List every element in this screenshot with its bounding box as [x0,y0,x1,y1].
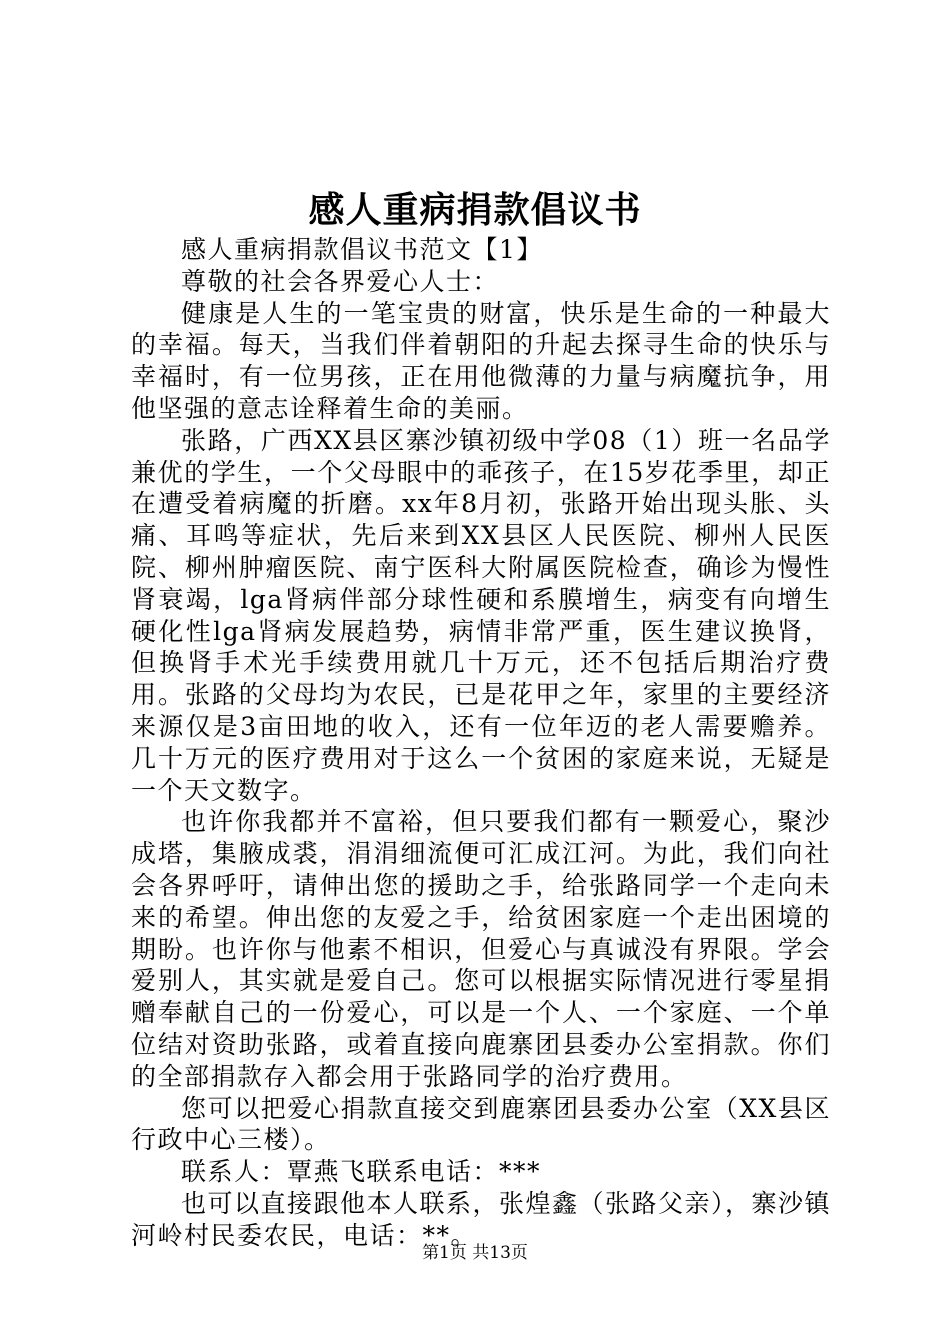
paragraph-salutation: 尊敬的社会各界爱心人士： [181,266,500,296]
paragraph-subtitle: 感人重病捐款倡议书范文【1】 [181,235,543,264]
paragraph-family-contact: 也可以直接跟他本人联系，张煌鑫（张路父亲），寨沙镇河岭村民委农民，电话：**。 [131,1188,832,1250]
paragraph-appeal: 也许你我都并不富裕，但只要我们都有一颗爱心，聚沙成塔，集腋成裘，涓涓细流便可汇成江河。为此，我们向社会各界呼吁，请伸出您的援助之手，给张路同学一个走向未来的希望。伸出您的友爱之手，给贫困家庭一个走出困境的期盼。也许你与他素不相识，但爱心与真诚没有界限。学会爱别人，其实就是爱自己。您可以根据实际情况进行零星捐赠奉献自己的一份爱心，可以是一个人、一个家庭、一个单位结对资助张路，或着直接向鹿寨团县委办公室捐款。你们的全部捐款存入都会用于张路同学的治疗费用。 [131,807,831,1091]
paragraph-story: 张路，广西XX县区寨沙镇初级中学08（1）班一名品学兼优的学生，一个父母眼中的乖孩子，在15岁花季里，却正在遭受着病魔的折磨。xx年8月初，张路开始出现头胀、头痛、耳鸣等症状，先后来到XX县区人民医院、柳州人民医院、柳州肿瘤医院、南宁医科大附属医院检查，确诊为慢性肾衰竭，lga肾病伴部分球性硬和系膜增生，病变有向增生硬化性lga肾病发展趋势，病情非常严重，医生建议换肾，但换肾手术光手续费用就几十万元，还不包括后期治疗费用。张路的父母均为农民，已是花甲之年，家里的主要经济来源仅是3亩田地的收入，还有一位年迈的老人需要赡养。几十万元的医疗费用对于这么一个贫困的家庭来说，无疑是一个天文数字。 [131,425,831,805]
page-number-footer: 第1页 共13页 [422,1243,528,1263]
document-body [131,234,831,1252]
document-title: 感人重病捐款倡议书 [308,189,642,231]
paragraph-donation-location: 您可以把爱心捐款直接交到鹿寨团县委办公室（XX县区行政中心三楼）。 [131,1093,831,1155]
paragraph-intro: 健康是人生的一笔宝贵的财富，快乐是生命的一种最大的幸福。每天，当我们伴着朝阳的升起去探寻生命的快乐与幸福时，有一位男孩，正在用他微薄的力量与病魔抗争，用他坚强的意志诠释着生命的美丽。 [131,298,831,423]
paragraph-contact-person: 联系人：覃燕飞联系电话：*** [181,1157,542,1187]
